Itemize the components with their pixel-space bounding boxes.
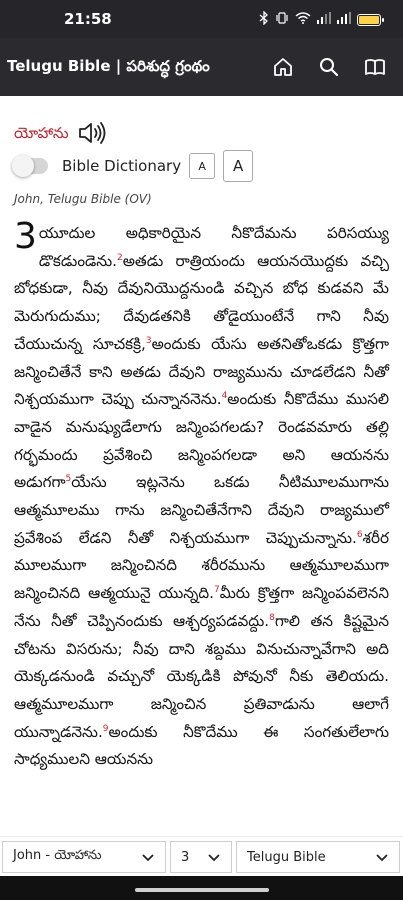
book-select-value: John - యోహాను bbox=[13, 848, 102, 863]
chevron-down-icon bbox=[375, 850, 389, 864]
home-icon[interactable] bbox=[269, 53, 297, 81]
verse-text-span: యేసు ఇట్లనెను ఒకడు నీటిమూలముగాను ఆత్మమూలము గాను జన్మించితేనేగాని దేవుని రాజ్యములో ప్రవేశింప లేడని నీతో నిశ్చయముగా చెప్పుచున్నాను. bbox=[14, 473, 389, 547]
vibrate-icon bbox=[275, 12, 289, 27]
dictionary-toggle[interactable] bbox=[14, 158, 48, 174]
speaker-icon[interactable] bbox=[77, 120, 109, 150]
toggle-knob bbox=[12, 155, 34, 177]
language-select[interactable] bbox=[236, 841, 400, 873]
signal-icon-2 bbox=[337, 12, 351, 27]
book-heading bbox=[14, 120, 109, 150]
chapter-select-value: 3 bbox=[181, 849, 190, 865]
verse-number: 3 bbox=[145, 335, 152, 346]
book-select[interactable] bbox=[2, 841, 166, 873]
language-select-value: Telugu Bible bbox=[247, 849, 326, 865]
wifi-icon bbox=[295, 12, 311, 27]
verse-text-span: అందుకు నీకొదేము ముసలి వాడైన మనుష్యుడేలాగు జన్మింపగలడు? రెండవమారు తల్లి గర్భమందు ప్రవేశించి జన్మింపగలడా అని ఆయనను అడుగగా bbox=[14, 390, 389, 492]
translation-subtitle: John, Telugu Bible (OV) bbox=[14, 192, 152, 206]
status-bar bbox=[0, 0, 403, 38]
verse-number: 8 bbox=[269, 612, 275, 623]
verse-text-span: గాలి తన కిష్టమైన చోటను విసరును; నీవు దాని శబ్దము వినుచున్నావేగాని అది యెక్కడనుండి వచ్చునో యెక్కడికి పోవునో నీకు తెలియదు. ఆత్మమూలముగా జన్మించిన ప్రతివాడును ఆలాగే యున్నాడనెను. bbox=[14, 611, 389, 741]
app-bar bbox=[0, 38, 403, 96]
system-nav-bar bbox=[0, 876, 403, 900]
chevron-down-icon bbox=[207, 850, 221, 864]
status-icons bbox=[259, 11, 381, 28]
verse-number: 7 bbox=[213, 585, 220, 596]
chapter-content[interactable] bbox=[0, 96, 403, 836]
chapter-select[interactable] bbox=[170, 841, 232, 873]
verse-text bbox=[14, 216, 389, 774]
chevron-down-icon bbox=[141, 850, 155, 864]
signal-icon bbox=[317, 12, 331, 27]
verse-number: 5 bbox=[65, 474, 72, 485]
verse-number: 9 bbox=[102, 723, 109, 734]
verse-text-span: అందుకు యేసు అతనితోఒకడు క్రొత్తగా జన్మించితేనే కాని అతడు దేవుని రాజ్యమును చూడలేడని నీతో నిశ్చయముగా చెప్పు చున్నాననెను. bbox=[14, 334, 389, 409]
controls-row bbox=[14, 150, 253, 182]
dictionary-label: Bible Dictionary bbox=[62, 157, 182, 175]
book-name: యోహాను bbox=[14, 124, 69, 142]
search-icon[interactable] bbox=[315, 53, 343, 81]
font-decrease-button[interactable]: A bbox=[189, 153, 215, 179]
verse-text-span: అందుకు నీకొదేము ఈ సంగతులేలాగు సాధ్యములని ఆయనను bbox=[14, 722, 389, 769]
verse-text-span: మీరు క్రొత్తగా జన్మింపవలెనని నేను నీతో చెప్పినందుకు ఆశ్చర్యపడవద్దు. bbox=[14, 584, 389, 630]
verse-text-span: శరీర మూలముగా జన్మించినది శరీరమును ఆత్మమూలముగా జన్మించినది ఆత్మయునై యున్నది. bbox=[14, 528, 389, 603]
verse-number: 4 bbox=[221, 391, 228, 402]
verse-number: 2 bbox=[117, 252, 123, 263]
verse-number: 6 bbox=[356, 529, 363, 540]
verse-text-span: అతడు రాత్రియందు ఆయనయొద్దకు వచ్చి బోధకుడా, నీవు దేవునియొద్దనుండి వచ్చిన బోధ కుడవని మే మెరుగుదుము; దేవుడతనికి తోడైయుంటేనే గాని నీవు చేయుచున్న సూచకక్రి, bbox=[14, 251, 389, 353]
status-time: 21:58 bbox=[64, 10, 112, 28]
bluetooth-icon bbox=[259, 11, 269, 28]
battery-icon bbox=[357, 14, 381, 26]
font-increase-button[interactable]: A bbox=[223, 150, 253, 182]
chapter-number: 3 bbox=[14, 216, 37, 257]
app-actions bbox=[269, 53, 389, 81]
home-gesture-handle[interactable] bbox=[135, 888, 269, 892]
app-title: Telugu Bible | పరిశుద్ధ గ్రంథం bbox=[7, 57, 210, 75]
bottom-selector-bar bbox=[0, 836, 403, 876]
verse-text-span: యూదుల అధికారియైన నీకొదేమను పరిసయ్యు డొకడుండెను. bbox=[38, 224, 389, 270]
book-icon[interactable] bbox=[361, 53, 389, 81]
